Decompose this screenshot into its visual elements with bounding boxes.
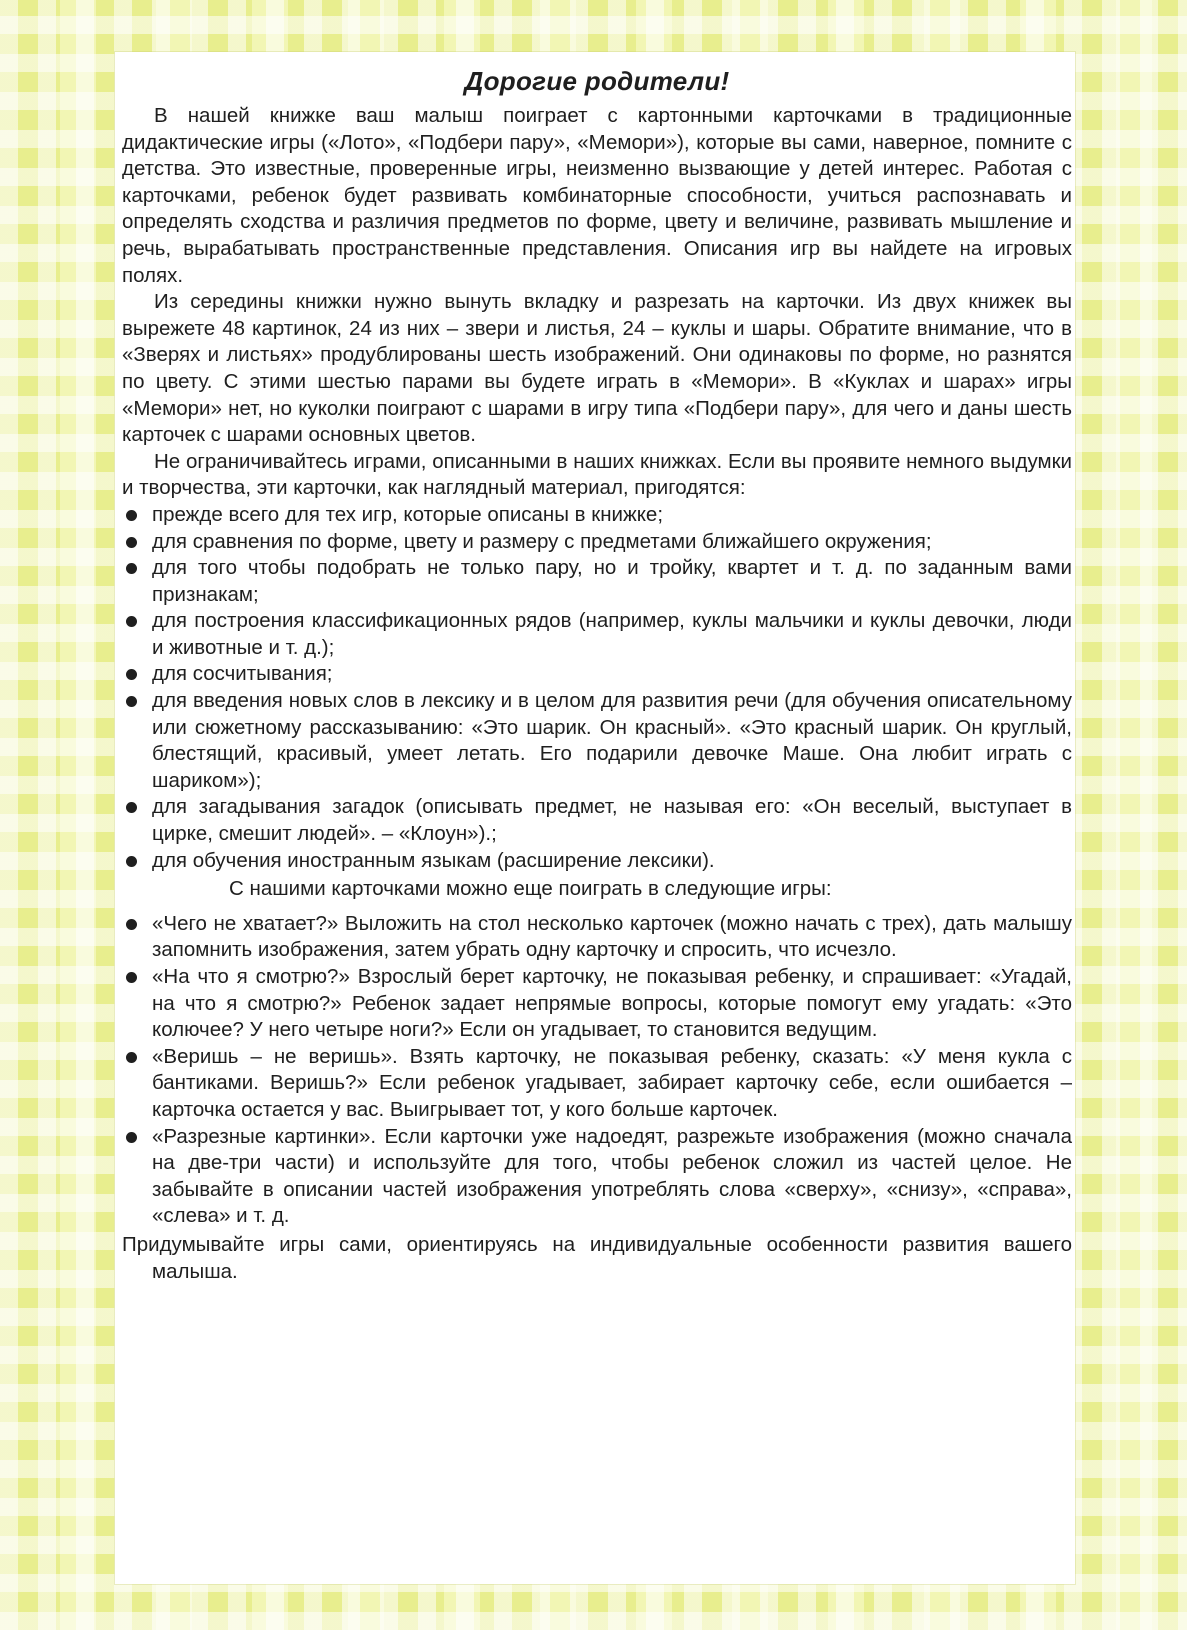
bullet-icon — [126, 510, 137, 521]
list-item: «Чего не хватает?» Выложить на стол несколько карточек (можно начать с трех), дать малышу запомнить изображения, затем убрать одну карточку и спросить, что исчезло. — [122, 911, 1072, 964]
uses-intro-paragraph: Не ограничивайтесь играми, описанными в наших книжках. Если вы проявите немного выдумки и творчества, эти карточки, как наглядный материал, пригодятся: — [122, 449, 1072, 500]
bullet-icon — [126, 1132, 137, 1143]
cards-paragraph: Из середины книжки нужно вынуть вкладку и разрезать на карточки. Из двух книжек вы вырежете 48 картинок, 24 из них – звери и листья, 24 – куклы и шары. Обратите внимание, что в «Зверях и листьях» продублированы шесть изображений. Они одинаковы по форме, но разнятся по цвету. С этими шестью парами вы будете играть в «Мемори». В «Куклах и шарах» игры «Мемори» нет, но куколки поиграют с шарами в игру типа «Подбери пару», для чего и даны шесть карточек с шарами основных цветов. — [122, 290, 1072, 447]
bullet-icon — [126, 919, 137, 930]
list-item: «Веришь – не веришь». Взять карточку, не показывая ребенку, сказать: «У меня кукла с бантиками. Веришь?» Если ребенок угадывает, забирает карточку себе, если ошибается – карточка остается у вас. Выигрывает тот, у кого больше карточек. — [122, 1044, 1072, 1124]
list-item: для того чтобы подобрать не только пару, но и тройку, квартет и т. д. по заданным вами признакам; — [122, 555, 1072, 608]
list-item: для введения новых слов в лексику и в целом для развития речи (для обучения описательному или сюжетному рассказыванию: «Это шарик. Он красный». «Это красный шарик. Он круглый, блестящий, красивый, умеет летать. Его подарили девочке Маше. Она любит играть с шариком»); — [122, 688, 1072, 794]
page-title: Дорогие родители! — [464, 66, 730, 96]
closing-paragraph: Придумывайте игры сами, ориентируясь на индивидуальные особенности развития вашего малыша. — [122, 1232, 1072, 1283]
bullet-icon — [126, 802, 137, 813]
games-intro: С нашими карточками можно еще поиграть в следующие игры: — [229, 877, 832, 901]
bullet-icon — [126, 1052, 137, 1063]
bullet-icon — [126, 537, 137, 548]
list-item: прежде всего для тех игр, которые описаны в книжке; — [122, 502, 1072, 529]
list-item: «Разрезные картинки». Если карточки уже надоедят, разрежьте изображения (можно сначала на две-три части) и используйте для того, чтобы ребенок сложил из частей целое. Не забывайте в описании частей изображения употреблять слова «сверху», «снизу», «справа», «слева» и т. д. — [122, 1124, 1072, 1230]
bullet-icon — [126, 696, 137, 707]
list-item: для сосчитывания; — [122, 661, 1072, 688]
list-item: «На что я смотрю?» Взрослый берет карточку, не показывая ребенку, и спрашивает: «Угадай, на что я смотрю?» Ребенок задает непрямые вопросы, которые помогут ему угадать: «Это колючее? У него четыре ноги?» Если он угадывает, то становится ведущим. — [122, 964, 1072, 1044]
bullet-icon — [126, 972, 137, 983]
bullet-icon — [126, 616, 137, 627]
intro-paragraph: В нашей книжке ваш малыш поиграет с картонными карточками в традиционные дидактические игры («Лото», «Подбери пару», «Мемори»), которые вы сами, наверное, помните с детства. Это известные, проверенные игры, неизменно вызвающие у детей интерес. Работая с карточками, ребенок будет развивать комбинаторные способности, учиться распознавать и определять сходства и различия предметов по форме, цвету и величине, развивать мышление и речь, вырабатывать пространственные представления. Описания игр вы найдете на игровых полях. — [122, 104, 1072, 287]
list-item: для обучения иностранным языкам (расширение лексики). — [122, 848, 1072, 875]
games-list — [122, 911, 1072, 1230]
letter-content — [122, 62, 1072, 1285]
list-item: для загадывания загадок (описывать предмет, не называя его: «Он веселый, выступает в цирке, смешит людей». – «Клоун»).; — [122, 794, 1072, 847]
list-item: для сравнения по форме, цвету и размеру с предметами ближайшего окружения; — [122, 529, 1072, 556]
bullet-icon — [126, 669, 137, 680]
bullet-icon — [126, 563, 137, 574]
uses-list — [122, 502, 1072, 874]
list-item: для построения классификационных рядов (например, куклы мальчики и куклы девочки, люди и животные и т. д.); — [122, 608, 1072, 661]
bullet-icon — [126, 856, 137, 867]
